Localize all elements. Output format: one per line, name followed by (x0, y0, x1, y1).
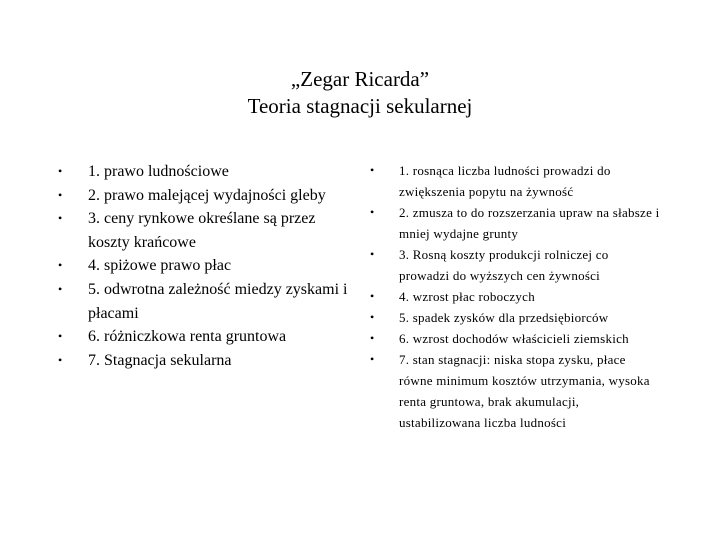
bullet-icon: • (370, 331, 375, 345)
bullet-icon: • (370, 247, 375, 261)
right-list-item (370, 349, 660, 433)
left-list-item (55, 160, 355, 184)
bullet-icon: • (58, 164, 63, 178)
left-item-text: 1. prawo ludnościowe (88, 163, 229, 180)
right-item-text: 5. spadek zysków dla przedsiębiorców (399, 310, 609, 325)
left-item-text: 6. różniczkowa renta gruntowa (88, 328, 287, 346)
right-item-text: 1. rosnąca liczba ludności prowadzi do zwiększenia popytu na żywność (399, 163, 611, 199)
bullet-icon: • (58, 211, 63, 226)
bullet-icon: • (58, 258, 63, 273)
right-item-text: 3. Rosną koszty produkcji rolniczej co prowadzi do wyższych cen żywności (399, 247, 609, 283)
right-list-item (370, 202, 660, 244)
right-item-text: 2. zmusza to do rozszerzania upraw na słabsze i mniej wydajne grunty (399, 205, 660, 241)
right-list-item (370, 244, 660, 286)
right-list-item (370, 160, 660, 202)
left-list-item (55, 349, 355, 373)
right-list-item (370, 307, 660, 328)
right-item-text: 4. wzrost płac roboczych (399, 289, 535, 304)
right-item-text: 7. stan stagnacji: niska stopa zysku, płace równe minimum kosztów utrzymania, wysoka renta gruntowa, brak akumulacji, ustabilizowana liczba ludności (399, 352, 650, 430)
bullet-icon: • (58, 187, 63, 202)
bullet-icon: • (370, 289, 375, 303)
left-item-text: 5. odwrotna zależność miedzy zyskami i płacami (88, 280, 348, 322)
bullet-icon: • (370, 310, 375, 324)
left-list-item (55, 207, 355, 254)
left-bullet-list (55, 160, 355, 372)
slide-title (60, 66, 660, 120)
left-item-text: 2. prawo malejącej wydajności gleby (88, 186, 326, 204)
right-list-item (370, 286, 660, 307)
bullet-icon: • (370, 352, 375, 366)
left-item-text: 7. Stagnacja sekularna (88, 351, 232, 369)
left-item-text: 3. ceny rynkowe określane są przez koszty krańcowe (88, 210, 316, 251)
bullet-icon: • (370, 205, 375, 219)
title-line-1: „Zegar Ricarda” (290, 67, 430, 91)
title-line-2: Teoria stagnacji sekularnej (247, 94, 473, 118)
right-list-item (370, 328, 660, 349)
right-item-text: 6. wzrost dochodów właścicieli ziemskich (399, 331, 629, 346)
right-bullet-list (370, 160, 660, 433)
bullet-icon: • (58, 329, 63, 344)
bullet-icon: • (58, 352, 63, 367)
left-item-text: 4. spiżowe prawo płac (88, 257, 232, 275)
left-list-item (55, 278, 355, 325)
left-list-item (55, 325, 355, 349)
bullet-icon: • (58, 281, 63, 296)
left-list-item (55, 184, 355, 208)
bullet-icon: • (370, 163, 375, 177)
left-list-item (55, 254, 355, 278)
